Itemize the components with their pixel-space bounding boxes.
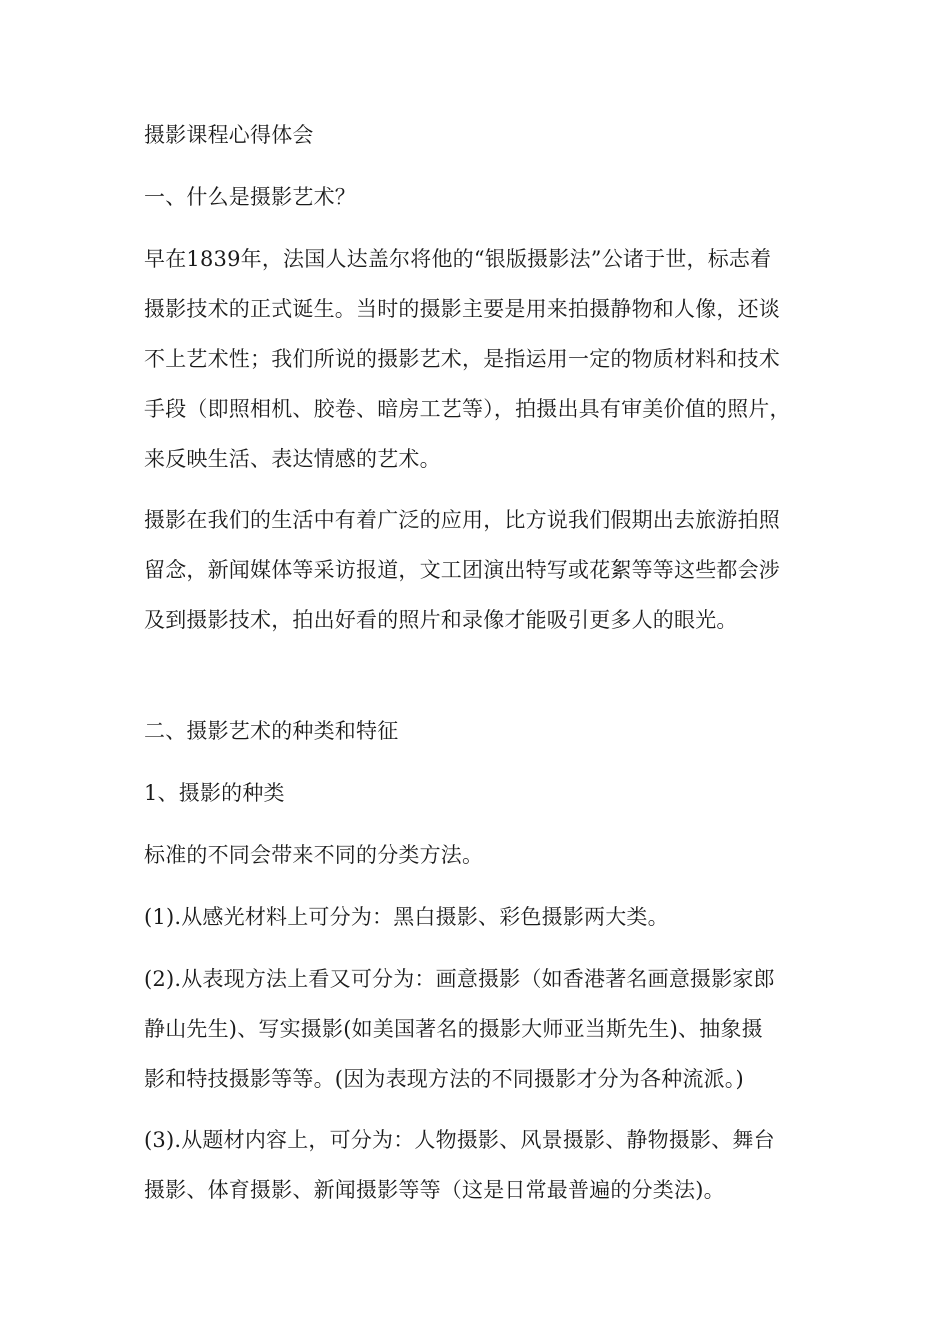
list-item-line: (2).从表现方法上看又可分为：画意摄影（如香港著名画意摄影家郎 [144, 967, 775, 991]
subsection-heading: 1、摄影的种类 [144, 781, 285, 805]
list-item-line: (1).从感光材料上可分为：黑白摄影、彩色摄影两大类。 [144, 905, 669, 929]
list-item-line: (3).从题材内容上，可分为：人物摄影、风景摄影、静物摄影、舞台 [144, 1128, 775, 1152]
paragraph-line: 标准的不同会带来不同的分类方法。 [144, 843, 484, 867]
paragraph-line: 留念，新闻媒体等采访报道，文工团演出特写或花絮等等这些都会涉 [144, 558, 780, 582]
paragraph-line: 摄影在我们的生活中有着广泛的应用，比方说我们假期出去旅游拍照 [144, 508, 780, 532]
list-item-line: 静山先生)、写实摄影(如美国著名的摄影大师亚当斯先生)、抽象摄 [144, 1017, 763, 1041]
section-heading: 二、摄影艺术的种类和特征 [144, 719, 399, 743]
list-item-line: 摄影、体育摄影、新闻摄影等等（这是日常最普遍的分类法)。 [144, 1178, 725, 1202]
paragraph-line: 早在1839年，法国人达盖尔将他的“银版摄影法”公诸于世，标志着 [144, 247, 772, 271]
paragraph-line: 摄影技术的正式诞生。当时的摄影主要是用来拍摄静物和人像，还谈 [144, 297, 780, 321]
document-title: 摄影课程心得体会 [144, 123, 314, 147]
paragraph-line: 及到摄影技术，拍出好看的照片和录像才能吸引更多人的眼光。 [144, 608, 738, 632]
paragraph-line: 手段（即照相机、胶卷、暗房工艺等），拍摄出具有审美价值的照片， [144, 397, 791, 421]
list-item-line: 影和特技摄影等等。(因为表现方法的不同摄影才分为各种流派。) [144, 1067, 744, 1091]
section-heading: 一、什么是摄影艺术？ [144, 185, 356, 209]
paragraph-line: 不上艺术性；我们所说的摄影艺术，是指运用一定的物质材料和技术 [144, 347, 780, 371]
paragraph-line: 来反映生活、表达情感的艺术。 [144, 447, 441, 471]
